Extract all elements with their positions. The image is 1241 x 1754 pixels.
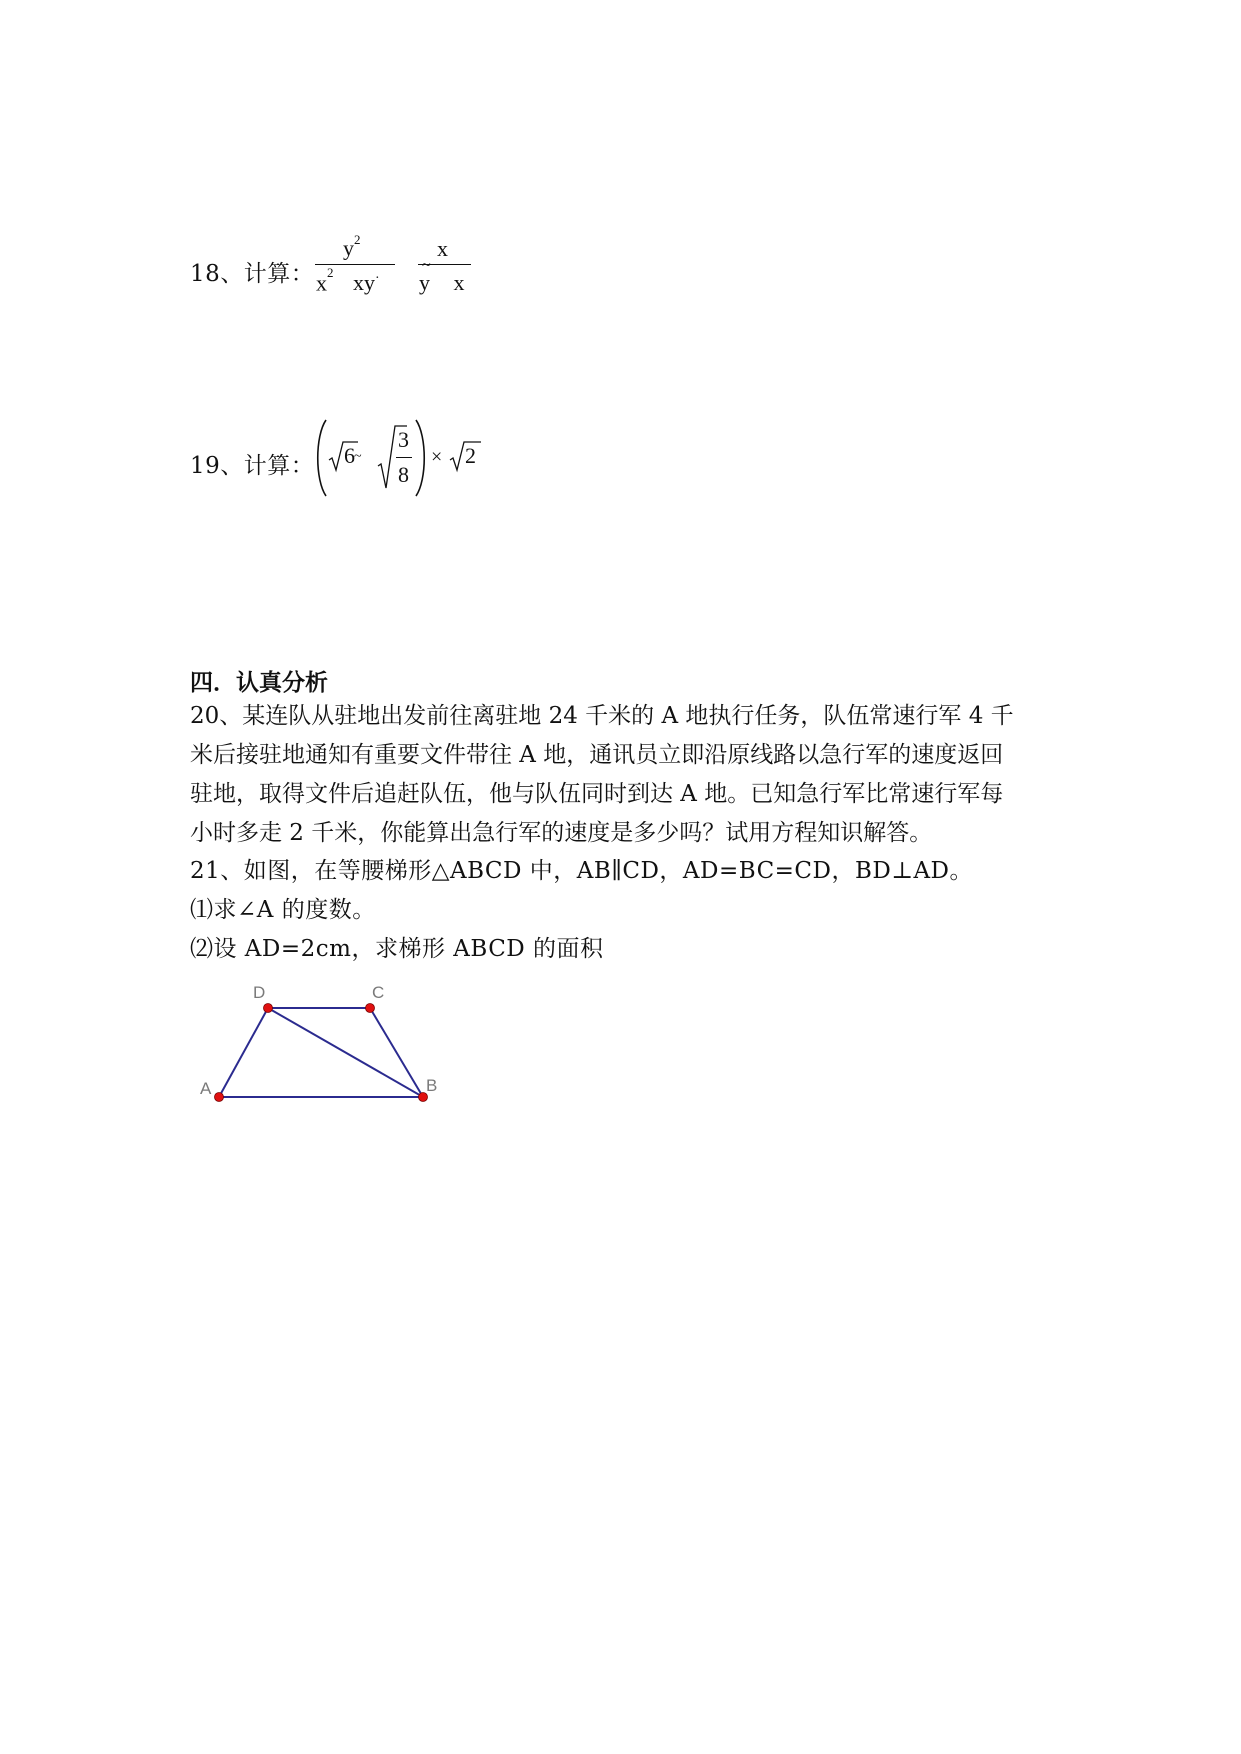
q19-frac-numerator: 3 bbox=[398, 427, 409, 452]
q20-line: 小时多走 2 千米，你能算出急行军的速度是多少吗？试用方程知识解答。 bbox=[190, 820, 933, 846]
label-d: D bbox=[253, 983, 266, 1002]
q19-label: 19、计算： bbox=[190, 453, 315, 479]
segment-cb bbox=[370, 1008, 423, 1097]
q21-statement: 21、如图，在等腰梯形△ABCD 中，AB∥CD，AD=BC=CD，BD⊥AD。 bbox=[190, 858, 973, 884]
q18-label: 18、计算： bbox=[190, 261, 315, 287]
q21-part-1: ⑴求∠A 的度数。 bbox=[190, 897, 376, 923]
q18-frac1-denominator: $x^2$ xy· bbox=[316, 265, 380, 296]
q20-line: 驻地，取得文件后追赶队伍，他与队伍同时到达 A 地。已知急行军比常速行军每 bbox=[190, 781, 1004, 807]
q20-line: 米后接驻地通知有重要文件带往 A 地，通讯员立即沿原线路以急行军的速度返回 bbox=[190, 742, 1004, 768]
q19-frac-bar bbox=[396, 457, 412, 458]
q19-sqrt6-radicand: 6 ~ bbox=[344, 443, 362, 468]
q19-sqrt2-radicand: 2 bbox=[465, 443, 476, 468]
segment-db bbox=[268, 1008, 423, 1097]
q18-frac2-denominator: y ~ x bbox=[419, 257, 465, 295]
q19-times-sign: × bbox=[431, 446, 443, 468]
label-b: B bbox=[426, 1076, 438, 1095]
q19-right-paren bbox=[414, 418, 430, 498]
section-heading: 四．认真分析 bbox=[190, 670, 328, 696]
point-c bbox=[366, 1004, 375, 1013]
q21-part-2: ⑵设 AD=2cm，求梯形 ABCD 的面积 bbox=[190, 936, 604, 962]
q20-paragraph bbox=[190, 697, 1065, 853]
label-a: A bbox=[200, 1079, 212, 1098]
q19-frac-denominator: 8 bbox=[398, 462, 409, 487]
segment-ad bbox=[219, 1008, 268, 1097]
point-d bbox=[264, 1004, 273, 1013]
q18-frac1-numerator: $y^2$ bbox=[343, 232, 361, 261]
point-a bbox=[215, 1093, 224, 1102]
label-c: C bbox=[372, 983, 385, 1002]
q19-left-paren bbox=[312, 418, 328, 498]
q18-frac2-numerator: x bbox=[437, 236, 448, 261]
trapezoid-figure bbox=[190, 980, 450, 1110]
q20-line: 20、某连队从驻地出发前往离驻地 24 千米的 A 地执行任务，队伍常速行军 4 千 bbox=[190, 703, 1014, 729]
